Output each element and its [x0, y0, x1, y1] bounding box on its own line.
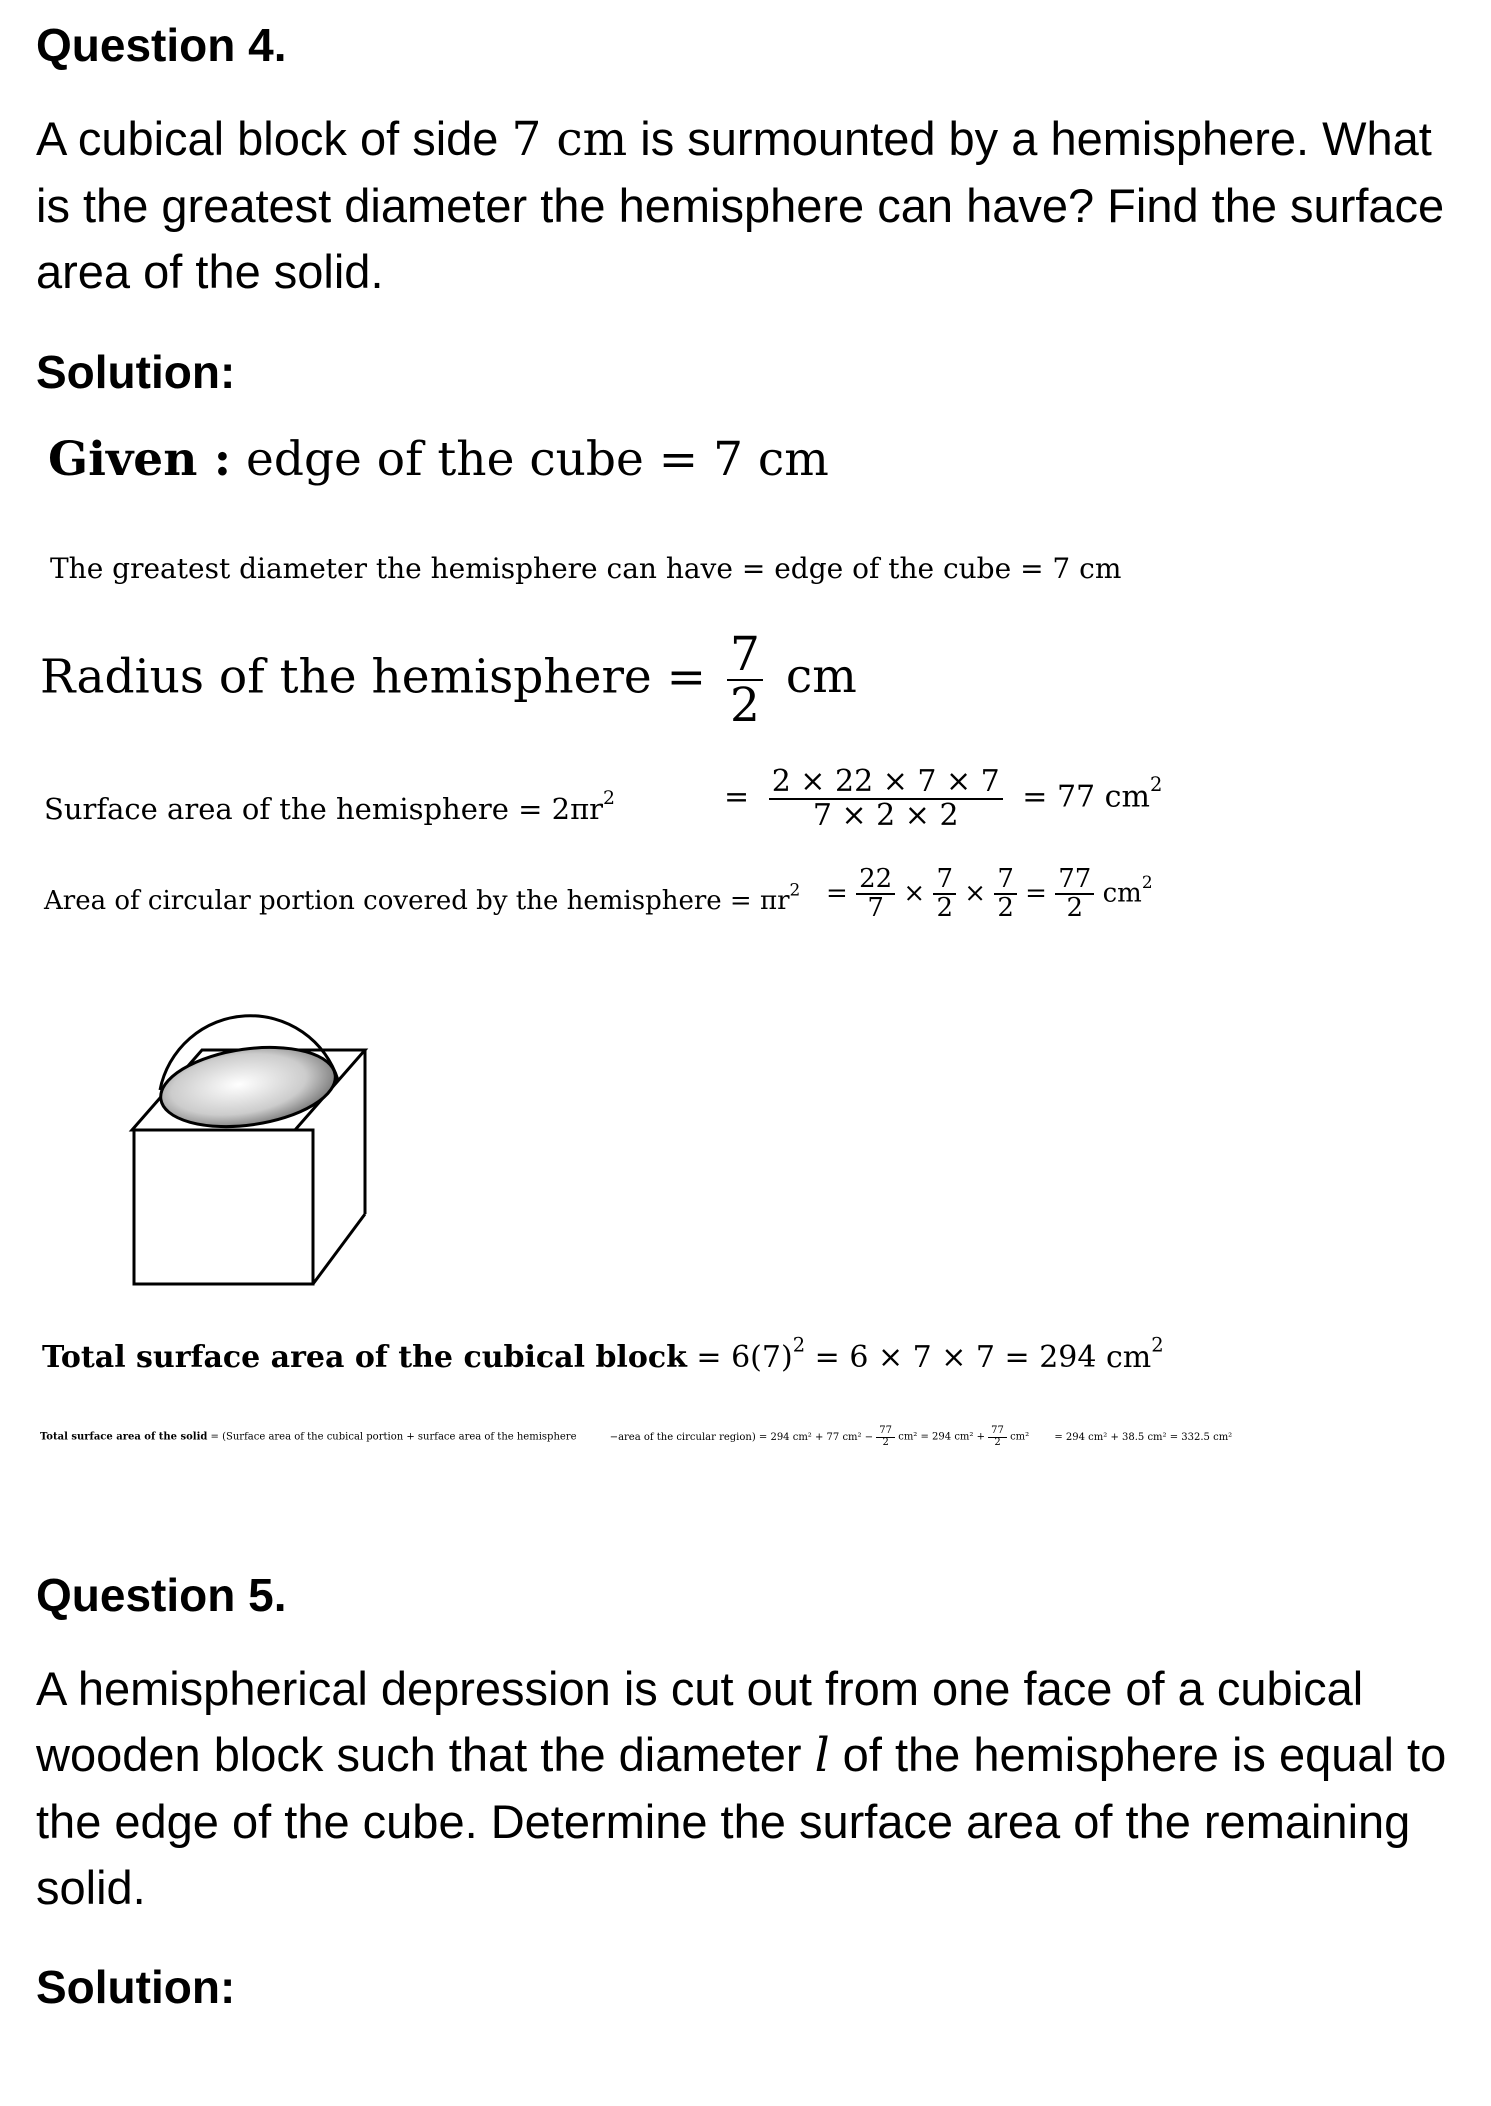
q4-greatest-diameter: The greatest diameter the hemisphere can have = edge of the cube = 7 cm [50, 552, 1122, 585]
q5-solution-heading: Solution: [36, 1961, 236, 2013]
circ-frac-2: $\frac{7}{2}$ [933, 866, 956, 923]
circ-frac-3: $\frac{7}{2}$ [994, 866, 1017, 923]
circ-frac-1: $\frac{22}{7}$ [856, 866, 895, 923]
cube-bottom-edge [313, 1214, 365, 1284]
given-label: Given : [48, 432, 232, 487]
q4-circular-area-calc: = $\frac{22}{7}$ × $\frac{7}{2}$ × $\frac{7}{2}$ = $\frac{77}{2}$ $cm^2$ [826, 864, 1153, 924]
q4-heading: Question 4. [36, 19, 287, 71]
q4-sa-hemisphere-label: Surface area of the hemisphere = $2\pi r^2$ [44, 787, 616, 826]
q4-measure: 7 cm [511, 112, 628, 167]
q4-tsa-cube-line: Total surface area of the cubical block = $6(7)^2 = 6 \times 7 \times 7 = 294$ $cm^2$ [42, 1333, 1164, 1375]
q5-heading: Question 5. [36, 1569, 287, 1621]
q5-question-text: A hemispherical depression is cut out from one face of a cubical wooden block such that the diameter l of the hemisphere is equal to the edge of the cube. Determine the surface area of the remaining solid. [36, 1662, 1447, 1914]
q4-sa-hemisphere-calc: = $\frac{2 \times 22 \times 7 \times 7}{7 \times 2 \times 2}$ = 77 $cm^2$ [724, 764, 1163, 833]
q5-variable-l: l [814, 1728, 830, 1783]
q4-given-line [48, 432, 829, 487]
q4-question-text: A cubical block of side 7 cm is surmounted by a hemisphere. What is the greatest diameter the hemisphere can have? Find the surface area of the solid. [36, 112, 1445, 298]
tsa-solid-frac-2: $\frac{77}{2}$ [988, 1426, 1007, 1448]
cube-front-face [134, 1130, 313, 1284]
radius-unit: cm [785, 649, 857, 705]
radius-label: Radius of the hemisphere = [40, 649, 707, 705]
tsa-cube-label: Total surface area of the cubical block [42, 1340, 687, 1375]
given-expression: edge of the cube = 7 cm [246, 432, 829, 487]
q4-tsa-solid-line: Total surface area of the solid = (Surface area of the cubical portion + surface area of the hemisphere −area of the circular region) = 294 cm² + 77 cm² − $\frac{77}{2}$ cm² = 294 cm² + $\frac{77}{2}$ cm² = 294 cm² + 38.5 cm² = 332.5 cm² [40, 1425, 1233, 1448]
hemisphere-base-ellipse [156, 1037, 341, 1137]
q4-radius-line [40, 627, 857, 734]
q4-solution-heading: Solution: [36, 346, 236, 398]
cube-hemisphere-figure [120, 972, 410, 1302]
radius-fraction: $\frac{7}{2}$ [727, 630, 763, 731]
tsa-solid-frac-1: $\frac{77}{2}$ [876, 1426, 895, 1448]
q4-circular-area-label: Area of circular portion covered by the hemisphere = $\pi r^2$ [44, 879, 801, 916]
sa-hemisphere-fraction: $\frac{2 \times 22 \times 7 \times 7}{7 \times 2 \times 2}$ [769, 766, 1003, 831]
circ-frac-4: $\frac{77}{2}$ [1055, 866, 1094, 923]
